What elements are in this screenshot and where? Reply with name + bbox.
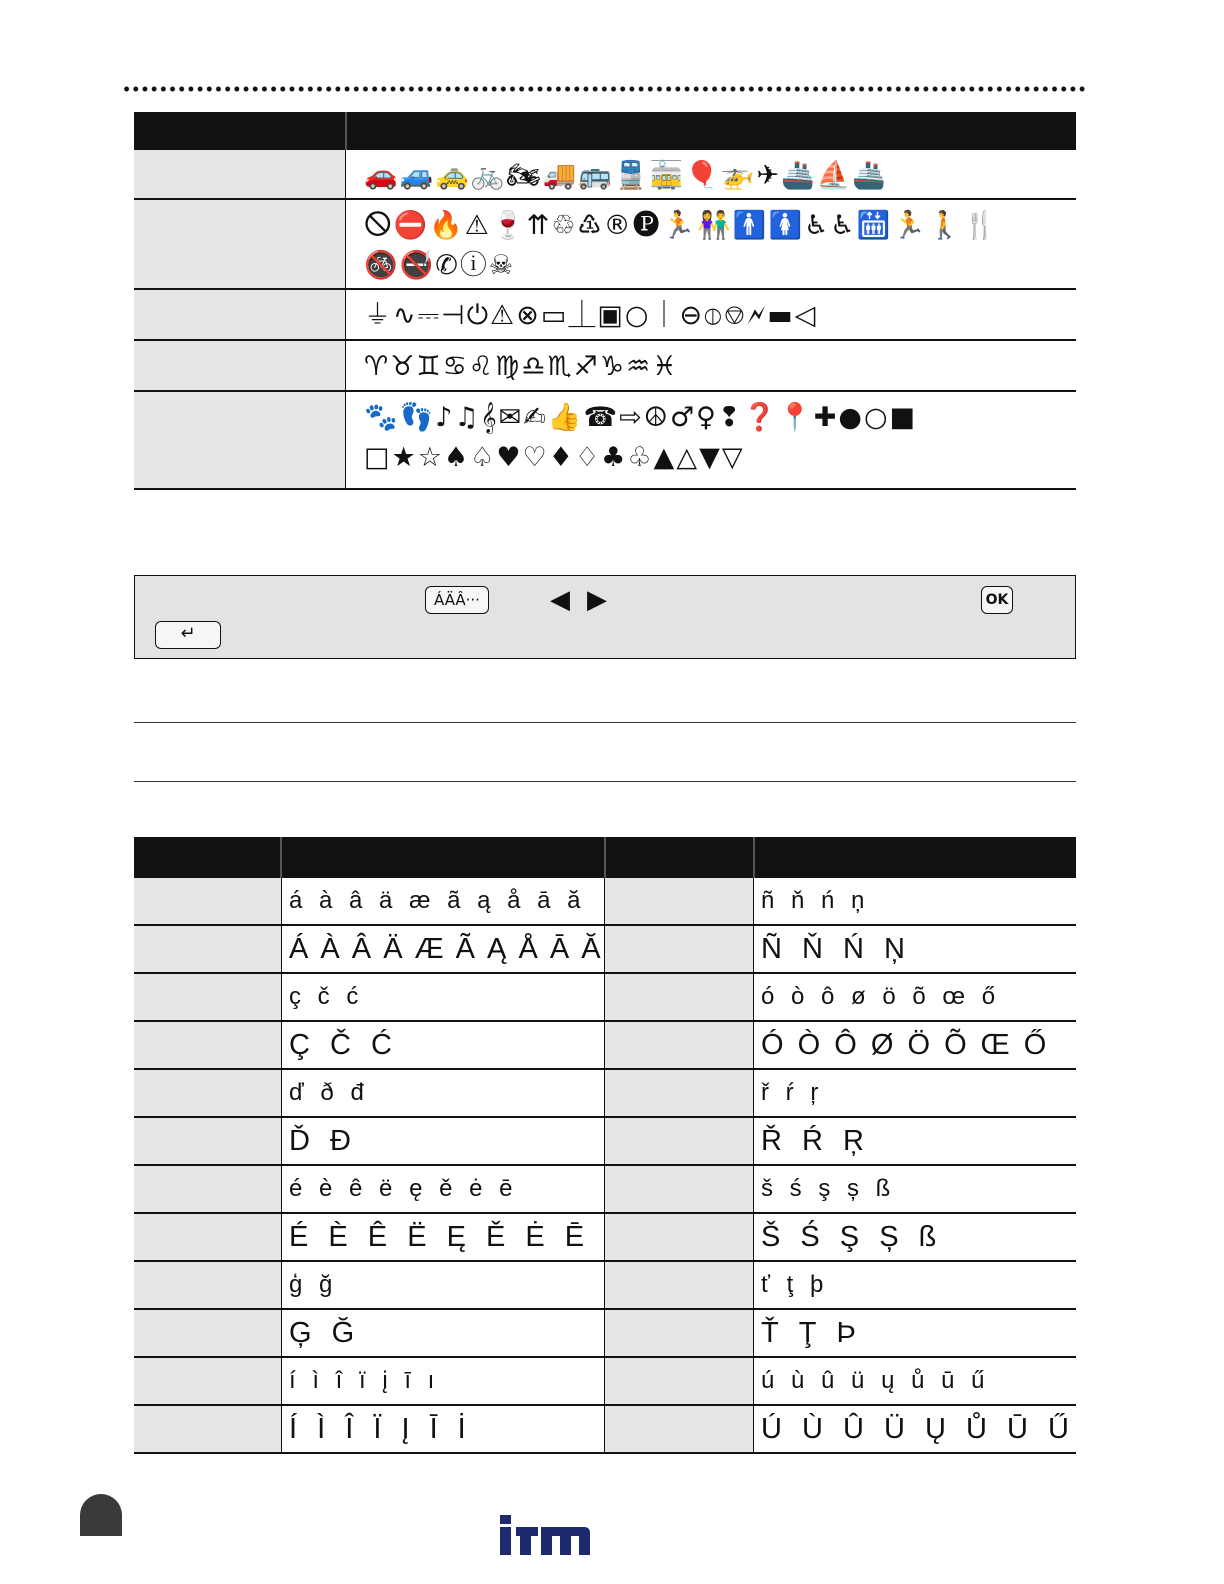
table-row [134, 1022, 1076, 1070]
symbols-row-transport [134, 150, 1076, 200]
accent-cell: ď ð đ [282, 1070, 605, 1116]
key-cell [605, 1214, 754, 1260]
accent-cell: Ď Đ [282, 1118, 605, 1164]
accent-cell: Í Ì Î Ï Į Ī İ [282, 1406, 605, 1452]
table-row [134, 1358, 1076, 1406]
symbols-category-cell [134, 392, 346, 488]
accent-cell: Á À Â Ä Æ Ã Ą Å Ā Ă [282, 926, 605, 972]
key-cell [605, 1406, 754, 1452]
key-cell [134, 1262, 282, 1308]
symbols-category-cell [134, 341, 346, 390]
symbols-table [134, 112, 1076, 490]
enter-key-icon: ↵ [155, 621, 221, 649]
symbols-line: 🚳🚭✆ⓘ☠ [364, 250, 516, 281]
symbols-glyph-cell [346, 200, 1076, 288]
accent-cell: ř ŕ ŗ [754, 1070, 1078, 1116]
symbols-line: 🚗🚙🚕🚲🏍🚚🚌🚆🚋🎈🚁✈🚢⛵🚢 [364, 160, 888, 191]
accent-cell: Ñ Ň Ń Ņ [754, 926, 1078, 972]
key-cell [134, 926, 282, 972]
key-cell [134, 1166, 282, 1212]
accent-cell: Ť Ţ Þ [754, 1310, 1078, 1356]
key-cell [605, 878, 754, 924]
symbols-glyph-cell [346, 392, 1076, 488]
key-cell [134, 1022, 282, 1068]
key-cell [134, 1310, 282, 1356]
key-cell [605, 1070, 754, 1116]
accent-cell: ú ù û ü ų ů ū ű [754, 1358, 1078, 1404]
table-row [134, 974, 1076, 1022]
symbols-glyph-cell [346, 290, 1076, 339]
key-cell [605, 1022, 754, 1068]
accent-cell: á à â ä æ ã ą å ā ă [282, 878, 605, 924]
page-number-tab [80, 1494, 122, 1536]
symbols-row-zodiac [134, 341, 1076, 392]
key-cell [605, 1310, 754, 1356]
key-cell [134, 1406, 282, 1452]
accent-cell: ť ţ þ [754, 1262, 1078, 1308]
key-cell [134, 878, 282, 924]
key-cell [134, 1358, 282, 1404]
accent-cell: é è ê ë ę ě ė ē [282, 1166, 605, 1212]
symbols-glyph-cell [346, 150, 1076, 198]
table-row [134, 1214, 1076, 1262]
key-cell [605, 974, 754, 1020]
key-cell [605, 1166, 754, 1212]
table-row [134, 1118, 1076, 1166]
accent-cell: š ś ş ș ß [754, 1166, 1078, 1212]
header-cell [134, 837, 282, 878]
table-row [134, 878, 1076, 926]
accent-cell: ó ò ô ø ö õ œ ő [754, 974, 1078, 1020]
accent-key-icon: ÁÄÂ··· [425, 586, 489, 614]
key-cell [134, 1214, 282, 1260]
header-cell [282, 837, 606, 878]
table-row [134, 1262, 1076, 1310]
header-cell [606, 837, 755, 878]
ok-key-icon: OK [981, 586, 1013, 614]
accent-cell: Ó Ò Ô Ø Ö Õ Œ Ő [754, 1022, 1078, 1068]
symbols-line: ♈♉♊♋♌♍♎♏♐♑♒♓ [364, 351, 679, 382]
key-cell [134, 974, 282, 1020]
itm-logo-icon [498, 1513, 592, 1557]
table-row [134, 1166, 1076, 1214]
table-row [134, 1406, 1076, 1454]
symbols-row-misc [134, 392, 1076, 490]
symbols-line: □★☆♠♤♥♡♦♢♣♧▲△▼▽ [364, 442, 745, 473]
table-row [134, 1070, 1076, 1118]
symbols-category-cell [134, 200, 346, 288]
divider-line [134, 781, 1076, 782]
key-cell [605, 1118, 754, 1164]
accent-cell: ģ ğ [282, 1262, 605, 1308]
symbols-header-category [134, 112, 347, 150]
table-row [134, 926, 1076, 974]
dotted-rule [122, 84, 1088, 94]
key-cell [134, 1070, 282, 1116]
symbols-row-signs [134, 200, 1076, 290]
symbols-category-cell [134, 290, 346, 339]
right-arrow-icon: ▶ [587, 585, 607, 615]
accent-cell: Ģ Ğ [282, 1310, 605, 1356]
accent-cell: í ì î ï į ī ı [282, 1358, 605, 1404]
key-cell [605, 926, 754, 972]
accent-cell: Š Ś Ş Ș ß [754, 1214, 1078, 1260]
table-row [134, 1310, 1076, 1358]
symbols-category-cell [134, 150, 346, 198]
accent-cell: ç č ć [282, 974, 605, 1020]
accented-characters-table [134, 837, 1076, 1454]
divider-line [134, 722, 1076, 723]
accent-cell: Ú Ù Û Ü Ų Ů Ū Ű [754, 1406, 1078, 1452]
symbols-line: 🐾👣♪♫𝄞✉✍👍☎⇨☮♂♀❢❓📍✚●○■ [364, 402, 918, 433]
left-arrow-icon: ◀ [550, 585, 570, 615]
symbols-line: ⏚∿⎓⊣⏻⚠⊗▭⏊▣○｜⊖⦶⎊🗲▬◁ [364, 300, 818, 331]
accent-cell: Ç Č Ć [282, 1022, 605, 1068]
symbols-row-electrical [134, 290, 1076, 341]
header-cell [755, 837, 1076, 878]
key-cell [134, 1118, 282, 1164]
accent-cell: Ř Ŕ Ŗ [754, 1118, 1078, 1164]
accent-cell: É È Ê Ë Ę Ě Ė Ē [282, 1214, 605, 1260]
accent-cell: ñ ň ń ņ [754, 878, 1078, 924]
key-cell [605, 1262, 754, 1308]
key-cell [605, 1358, 754, 1404]
symbols-glyph-cell [346, 341, 1076, 390]
symbols-line: 🛇⛔🔥⚠🍷⇈♲♳®🅟🏃👫🚹🚺♿♿🛗🏃🚶🍴 [364, 210, 999, 241]
symbols-table-header [134, 112, 1076, 150]
note-box [134, 575, 1076, 659]
accented-table-header [134, 837, 1076, 878]
